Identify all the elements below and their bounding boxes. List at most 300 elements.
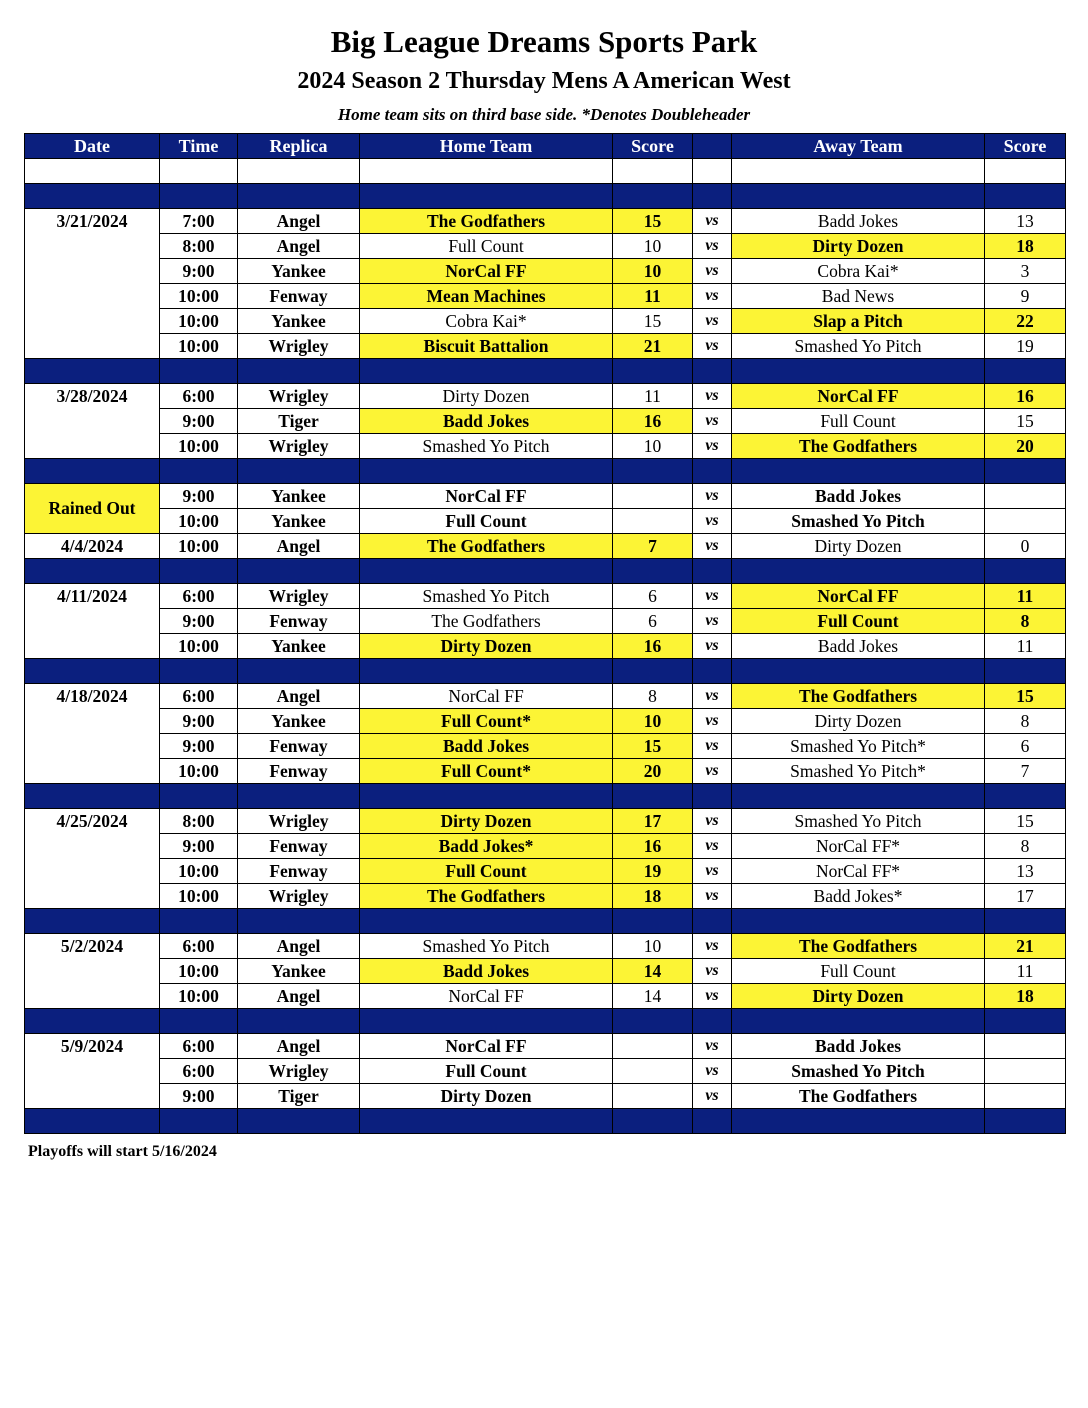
away-team-cell: Smashed Yo Pitch [732,334,985,359]
replica-cell: Wrigley [238,884,360,909]
vs-cell: vs [693,709,732,734]
home-team-cell [360,1009,613,1034]
date-cell [25,634,160,659]
replica-cell: Angel [238,209,360,234]
home-score-cell: 10 [613,234,693,259]
home-team-cell [360,1109,613,1134]
home-score-cell [613,784,693,809]
vs-cell: vs [693,1034,732,1059]
away-team-cell: Smashed Yo Pitch [732,1059,985,1084]
table-row [25,934,1066,959]
home-score-cell [613,159,693,184]
time-cell: 10:00 [160,434,238,459]
replica-cell: Tiger [238,409,360,434]
table-row [25,684,1066,709]
home-score-cell: 15 [613,309,693,334]
vs-cell: vs [693,534,732,559]
replica-cell: Tiger [238,1084,360,1109]
away-score-cell: 3 [985,259,1066,284]
table-row [25,434,1066,459]
away-score-cell: 20 [985,434,1066,459]
time-cell [160,659,238,684]
away-score-cell [985,1009,1066,1034]
date-cell [25,184,160,209]
time-cell [160,559,238,584]
away-team-cell [732,909,985,934]
away-team-cell: Slap a Pitch [732,309,985,334]
col-header-date: Date [25,134,160,159]
home-score-cell: 16 [613,834,693,859]
away-score-cell: 15 [985,684,1066,709]
table-row [25,509,1066,534]
time-cell [160,1009,238,1034]
separator-row [25,459,1066,484]
time-cell [160,784,238,809]
time-cell: 10:00 [160,959,238,984]
away-score-cell: 9 [985,284,1066,309]
date-cell [25,159,160,184]
col-header-vs [693,134,732,159]
vs-cell: vs [693,634,732,659]
away-team-cell: Badd Jokes [732,634,985,659]
separator-row [25,909,1066,934]
away-score-cell: 13 [985,209,1066,234]
replica-cell: Yankee [238,509,360,534]
home-score-cell: 10 [613,709,693,734]
away-team-cell [732,659,985,684]
time-cell: 10:00 [160,309,238,334]
date-cell [25,1059,160,1084]
vs-cell [693,184,732,209]
away-score-cell: 18 [985,984,1066,1009]
schedule-body [25,159,1066,1134]
page-title: Big League Dreams Sports Park [330,24,758,59]
home-score-cell: 7 [613,534,693,559]
replica-cell: Angel [238,984,360,1009]
away-team-cell [732,1009,985,1034]
date-cell [25,459,160,484]
away-team-cell: NorCal FF [732,584,985,609]
home-score-cell [613,184,693,209]
home-team-cell: Smashed Yo Pitch [360,934,613,959]
table-header-row [25,134,1066,159]
home-team-cell [360,459,613,484]
home-team-cell: Smashed Yo Pitch [360,584,613,609]
home-team-cell: NorCal FF [360,1034,613,1059]
col-header-time: Time [160,134,238,159]
page-subtitle: 2024 Season 2 Thursday Mens A American West [297,68,791,94]
vs-cell: vs [693,934,732,959]
date-cell [25,1009,160,1034]
home-score-cell: 10 [613,434,693,459]
home-score-cell [613,1084,693,1109]
away-team-cell: Smashed Yo Pitch [732,809,985,834]
away-score-cell [985,1084,1066,1109]
home-score-cell: 18 [613,884,693,909]
vs-cell: vs [693,809,732,834]
away-score-cell [985,1034,1066,1059]
time-cell: 9:00 [160,609,238,634]
vs-cell [693,909,732,934]
time-cell: 10:00 [160,334,238,359]
away-team-cell [732,184,985,209]
vs-cell: vs [693,234,732,259]
away-team-cell [732,784,985,809]
time-cell: 10:00 [160,984,238,1009]
date-cell: 5/9/2024 [25,1034,160,1059]
away-team-cell: The Godfathers [732,934,985,959]
home-score-cell: 10 [613,259,693,284]
replica-cell: Angel [238,684,360,709]
time-cell: 6:00 [160,384,238,409]
date-cell [25,909,160,934]
time-cell: 9:00 [160,709,238,734]
home-team-cell: Full Count* [360,759,613,784]
col-header-home-score: Score [613,134,693,159]
time-cell [160,159,238,184]
home-team-cell: Dirty Dozen [360,634,613,659]
replica-cell: Angel [238,1034,360,1059]
date-cell: 3/21/2024 [25,209,160,234]
date-cell [25,834,160,859]
home-score-cell: 16 [613,634,693,659]
time-cell: 10:00 [160,859,238,884]
replica-cell: Angel [238,534,360,559]
home-score-cell: 21 [613,334,693,359]
home-score-cell [613,359,693,384]
home-team-cell [360,659,613,684]
table-row [25,959,1066,984]
away-team-cell: Smashed Yo Pitch [732,509,985,534]
home-team-cell: The Godfathers [360,884,613,909]
home-team-cell: Badd Jokes [360,959,613,984]
away-team-cell: Badd Jokes [732,484,985,509]
away-team-cell: Full Count [732,609,985,634]
vs-cell: vs [693,284,732,309]
away-score-cell: 8 [985,834,1066,859]
time-cell: 8:00 [160,234,238,259]
vs-cell [693,1109,732,1134]
time-cell [160,459,238,484]
replica-cell: Fenway [238,759,360,784]
replica-cell: Wrigley [238,334,360,359]
date-cell [25,734,160,759]
away-score-cell: 8 [985,709,1066,734]
away-team-cell: The Godfathers [732,434,985,459]
away-score-cell: 21 [985,934,1066,959]
col-header-replica: Replica [238,134,360,159]
time-cell: 6:00 [160,1034,238,1059]
replica-cell: Fenway [238,609,360,634]
separator-row [25,184,1066,209]
home-team-cell [360,909,613,934]
away-score-cell: 13 [985,859,1066,884]
away-team-cell: Full Count [732,959,985,984]
table-row [25,884,1066,909]
home-score-cell: 15 [613,209,693,234]
table-row [25,834,1066,859]
home-score-cell: 16 [613,409,693,434]
vs-cell: vs [693,434,732,459]
time-cell: 10:00 [160,284,238,309]
replica-cell [238,359,360,384]
time-cell [160,184,238,209]
replica-cell [238,559,360,584]
table-row [25,584,1066,609]
home-team-cell: NorCal FF [360,984,613,1009]
vs-cell [693,659,732,684]
date-cell [25,309,160,334]
date-cell [25,559,160,584]
away-score-cell [985,159,1066,184]
time-cell: 10:00 [160,884,238,909]
replica-cell: Angel [238,234,360,259]
home-team-cell: Cobra Kai* [360,309,613,334]
table-row [25,384,1066,409]
away-score-cell [985,484,1066,509]
date-cell [25,759,160,784]
away-team-cell: The Godfathers [732,1084,985,1109]
time-cell: 10:00 [160,534,238,559]
home-team-cell: NorCal FF [360,259,613,284]
vs-cell: vs [693,834,732,859]
vs-cell [693,559,732,584]
date-cell [25,359,160,384]
table-row [25,984,1066,1009]
home-score-cell: 15 [613,734,693,759]
away-team-cell: Badd Jokes* [732,884,985,909]
date-cell [25,609,160,634]
home-team-cell: Badd Jokes* [360,834,613,859]
vs-cell: vs [693,584,732,609]
replica-cell [238,459,360,484]
time-cell: 6:00 [160,934,238,959]
away-score-cell [985,1109,1066,1134]
home-team-cell: The Godfathers [360,609,613,634]
away-team-cell: Smashed Yo Pitch* [732,759,985,784]
time-cell: 9:00 [160,834,238,859]
date-cell [25,1109,160,1134]
home-team-cell: Dirty Dozen [360,384,613,409]
separator-row [25,784,1066,809]
home-team-cell: Dirty Dozen [360,809,613,834]
replica-cell [238,1109,360,1134]
replica-cell [238,184,360,209]
separator-row [25,359,1066,384]
col-header-away-team: Away Team [732,134,985,159]
time-cell: 9:00 [160,734,238,759]
home-team-cell: The Godfathers [360,534,613,559]
time-cell [160,909,238,934]
date-cell [25,259,160,284]
replica-cell [238,659,360,684]
table-row [25,409,1066,434]
away-score-cell: 6 [985,734,1066,759]
away-team-cell [732,359,985,384]
home-team-cell: Dirty Dozen [360,1084,613,1109]
vs-cell: vs [693,884,732,909]
table-row [25,1034,1066,1059]
away-score-cell: 22 [985,309,1066,334]
time-cell: 9:00 [160,259,238,284]
date-cell: 4/18/2024 [25,684,160,709]
away-team-cell [732,459,985,484]
away-team-cell: NorCal FF* [732,834,985,859]
home-score-cell [613,509,693,534]
date-cell: 4/25/2024 [25,809,160,834]
replica-cell [238,1009,360,1034]
date-cell [25,784,160,809]
away-score-cell [985,509,1066,534]
replica-cell: Yankee [238,634,360,659]
replica-cell: Fenway [238,859,360,884]
table-row [25,334,1066,359]
time-cell: 6:00 [160,1059,238,1084]
date-cell: 3/28/2024 [25,384,160,409]
away-score-cell: 11 [985,959,1066,984]
replica-cell [238,159,360,184]
away-score-cell: 8 [985,609,1066,634]
replica-cell: Wrigley [238,809,360,834]
home-team-cell [360,359,613,384]
away-team-cell: Dirty Dozen [732,534,985,559]
home-team-cell: Full Count [360,509,613,534]
away-score-cell: 15 [985,809,1066,834]
away-team-cell [732,1109,985,1134]
date-cell [25,334,160,359]
home-team-cell: Full Count* [360,709,613,734]
away-score-cell: 11 [985,634,1066,659]
home-team-cell: Badd Jokes [360,734,613,759]
date-cell [25,659,160,684]
away-team-cell [732,559,985,584]
time-cell: 10:00 [160,759,238,784]
home-team-cell: Biscuit Battalion [360,334,613,359]
home-score-cell [613,1034,693,1059]
home-score-cell [613,1109,693,1134]
time-cell: 9:00 [160,409,238,434]
away-team-cell: Dirty Dozen [732,709,985,734]
replica-cell [238,909,360,934]
vs-cell: vs [693,209,732,234]
page-note: Home team sits on third base side. *Denotes Doubleheader [337,105,751,124]
home-team-cell: Full Count [360,859,613,884]
home-score-cell: 14 [613,984,693,1009]
date-cell [25,1084,160,1109]
time-cell: 6:00 [160,584,238,609]
away-team-cell: Dirty Dozen [732,234,985,259]
home-score-cell: 8 [613,684,693,709]
vs-cell: vs [693,734,732,759]
time-cell [160,359,238,384]
vs-cell: vs [693,609,732,634]
away-score-cell [985,909,1066,934]
away-team-cell: Smashed Yo Pitch* [732,734,985,759]
away-score-cell: 7 [985,759,1066,784]
replica-cell: Yankee [238,484,360,509]
replica-cell: Yankee [238,309,360,334]
home-score-cell: 17 [613,809,693,834]
home-score-cell: 11 [613,284,693,309]
vs-cell: vs [693,484,732,509]
home-team-cell: Smashed Yo Pitch [360,434,613,459]
home-team-cell: Mean Machines [360,284,613,309]
replica-cell: Yankee [238,259,360,284]
time-cell: 10:00 [160,509,238,534]
away-score-cell: 16 [985,384,1066,409]
away-team-cell [732,159,985,184]
separator-row [25,559,1066,584]
table-row [25,734,1066,759]
away-score-cell: 17 [985,884,1066,909]
time-cell: 9:00 [160,1084,238,1109]
replica-cell: Yankee [238,959,360,984]
away-team-cell: NorCal FF* [732,859,985,884]
home-score-cell: 10 [613,934,693,959]
date-cell [25,859,160,884]
table-row [25,209,1066,234]
away-score-cell [985,784,1066,809]
date-cell: 4/11/2024 [25,584,160,609]
date-cell [25,984,160,1009]
away-team-cell: The Godfathers [732,684,985,709]
date-cell [25,709,160,734]
table-row [25,634,1066,659]
home-score-cell: 20 [613,759,693,784]
home-score-cell [613,909,693,934]
away-score-cell [985,359,1066,384]
home-team-cell: NorCal FF [360,484,613,509]
vs-cell: vs [693,1059,732,1084]
separator-row [25,659,1066,684]
time-cell: 9:00 [160,484,238,509]
table-row [25,259,1066,284]
date-cell [25,434,160,459]
replica-cell: Angel [238,934,360,959]
home-team-cell: The Godfathers [360,209,613,234]
home-score-cell [613,559,693,584]
time-cell: 7:00 [160,209,238,234]
away-team-cell: Badd Jokes [732,1034,985,1059]
blank-row [25,159,1066,184]
vs-cell: vs [693,309,732,334]
replica-cell: Wrigley [238,384,360,409]
vs-cell [693,1009,732,1034]
away-team-cell: Badd Jokes [732,209,985,234]
replica-cell [238,784,360,809]
time-cell [160,1109,238,1134]
time-cell: 6:00 [160,684,238,709]
vs-cell [693,784,732,809]
home-score-cell [613,659,693,684]
table-row [25,859,1066,884]
replica-cell: Fenway [238,284,360,309]
replica-cell: Wrigley [238,434,360,459]
replica-cell: Fenway [238,834,360,859]
away-score-cell [985,184,1066,209]
home-score-cell: 11 [613,384,693,409]
away-team-cell: NorCal FF [732,384,985,409]
date-cell [25,884,160,909]
away-score-cell: 15 [985,409,1066,434]
vs-cell: vs [693,859,732,884]
home-score-cell: 6 [613,609,693,634]
col-header-home-team: Home Team [360,134,613,159]
vs-cell: vs [693,984,732,1009]
home-team-cell [360,159,613,184]
away-score-cell: 18 [985,234,1066,259]
table-row [25,309,1066,334]
